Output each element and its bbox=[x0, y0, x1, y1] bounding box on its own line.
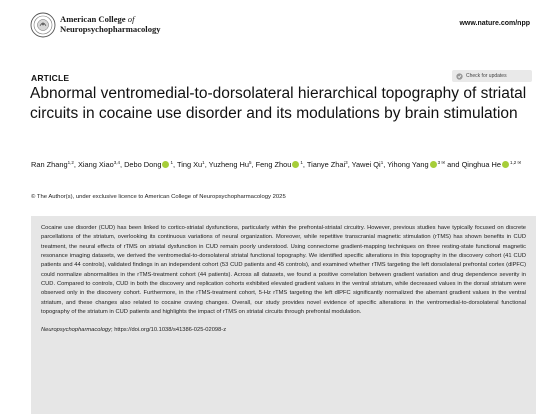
author-separator: , bbox=[204, 160, 209, 169]
author[interactable] bbox=[177, 160, 205, 169]
author-name: Debo Dong bbox=[124, 160, 162, 169]
author[interactable] bbox=[387, 160, 445, 169]
author-separator: , bbox=[347, 160, 352, 169]
author-name: Yawei Qi bbox=[351, 160, 381, 169]
author[interactable] bbox=[31, 160, 74, 169]
abstract-text: Cocaine use disorder (CUD) has been linked to cortico-striatal dysfunctions, particularly within the prefrontal-striatal circuitry. However, previous studies have typically focused on discrete parcellations of the striatum, overlooking its continuous variations of neural organization. Moreover, while repetitive transcranial magnetic stimulation (rTMS) has shown benefits in CUD treatment, the neural effects of rTMS on striatal dysfunction in CUD remain poorly understood. Using connectome gradient-mapping techniques on three resting-state functional magnetic resonance imaging datasets, we derived the ventromedial-to-dorsolateral striatal functional topography. We identified specific alterations in this topography in the discovery cohort (41 CUD patients and 44 controls), validated findings in an independent cohort (53 CUD patients and 45 controls), and examined whether rTMS targeting the left dorsolateral prefrontal cortex (dlPFC) could normalize abnormalities in the rTMS-treatment cohort (44 patients). Across all datasets, we found a positive correlation between gradient variation and drug dependence severity in CUD. Compared to controls, CUD in both the discovery and replication cohorts exhibited elevated gradient values in the ventral striatum, while decreased values in the dorsal striatum were observed only in the discovery cohort. Furthermore, in the rTMS-treatment cohort, 5-Hz rTMS targeting the left dlPFC significantly normalized the aberrant gradient values in the ventral striatum, and these changes also related to cocaine craving changes. Overall, our study provides novel evidence of specific alterations in the ventromedial-to-dorsolateral functional topography of the striatum in CUD patients and highlights the impact of rTMS on striatal circuits through prefrontal modulation. bbox=[41, 225, 526, 316]
author-affiliation: 1,2 ✉ bbox=[510, 160, 522, 165]
author[interactable] bbox=[352, 160, 384, 169]
author-affiliation: 3,4 bbox=[113, 160, 120, 165]
author-affiliation: 1 bbox=[300, 160, 303, 165]
check-updates-icon bbox=[456, 73, 463, 80]
citation-line bbox=[41, 326, 526, 335]
author-separator: , bbox=[172, 160, 177, 169]
author-separator: , bbox=[251, 160, 256, 169]
author-separator: , bbox=[302, 160, 307, 169]
author-name: Yuzheng Hu bbox=[208, 160, 249, 169]
orcid-icon[interactable] bbox=[292, 161, 299, 168]
author-separator: , bbox=[119, 160, 125, 169]
author-affiliation: 3 ✉ bbox=[437, 160, 446, 165]
author-affiliation: 1 bbox=[170, 160, 173, 165]
check-updates-button[interactable] bbox=[452, 70, 532, 82]
author-affiliation: 1 bbox=[202, 160, 205, 165]
check-updates-label: Check for updates bbox=[466, 73, 507, 79]
journal-header bbox=[30, 12, 530, 46]
author-separator: , bbox=[73, 160, 78, 169]
author-affiliation: 1,2 bbox=[67, 160, 74, 165]
author[interactable] bbox=[209, 160, 252, 169]
author-name: Xiang Xiao bbox=[77, 160, 114, 169]
author-list bbox=[31, 157, 541, 170]
author-affiliation: 3 bbox=[345, 160, 348, 165]
journal-seal-icon bbox=[30, 12, 56, 38]
author[interactable] bbox=[78, 160, 120, 169]
journal-name: American College of Neuropsychopharmacology bbox=[60, 14, 161, 34]
citation-doi[interactable]: ; https://doi.org/10.1038/s41386-025-02098-z bbox=[111, 327, 227, 334]
author-affiliation: 1 bbox=[380, 160, 384, 165]
abstract-box bbox=[31, 216, 536, 414]
orcid-icon[interactable] bbox=[162, 161, 169, 168]
author-separator: and bbox=[445, 160, 462, 169]
author-separator: , bbox=[383, 160, 388, 169]
author-name: Tianye Zhai bbox=[306, 160, 346, 169]
author[interactable] bbox=[307, 160, 348, 169]
orcid-icon[interactable] bbox=[430, 161, 437, 168]
journal-website-link[interactable]: www.nature.com/npp bbox=[459, 20, 530, 27]
author-name: Ting Xu bbox=[176, 160, 203, 169]
author-name: Qinghua He bbox=[461, 160, 502, 169]
author[interactable] bbox=[124, 160, 173, 169]
author-name: Ran Zhang bbox=[31, 160, 68, 169]
author-name: Feng Zhou bbox=[255, 160, 292, 169]
author-affiliation: 5 bbox=[248, 160, 252, 165]
author[interactable] bbox=[462, 160, 522, 169]
orcid-icon[interactable] bbox=[502, 161, 509, 168]
article-type-label: ARTICLE bbox=[31, 73, 70, 83]
article-title: Abnormal ventromedial-to-dorsolateral hierarchical topography of striatal circuits in cocaine use disorder and its modulations by brain stimulation bbox=[30, 85, 527, 122]
copyright-notice: © The Author(s), under exclusive licence to American College of Neuropsychopharmacology 2025 bbox=[31, 194, 286, 200]
author[interactable] bbox=[256, 160, 303, 169]
author-name: Yihong Yang bbox=[387, 160, 429, 169]
citation-journal: Neuropsychopharmacology bbox=[41, 327, 111, 334]
